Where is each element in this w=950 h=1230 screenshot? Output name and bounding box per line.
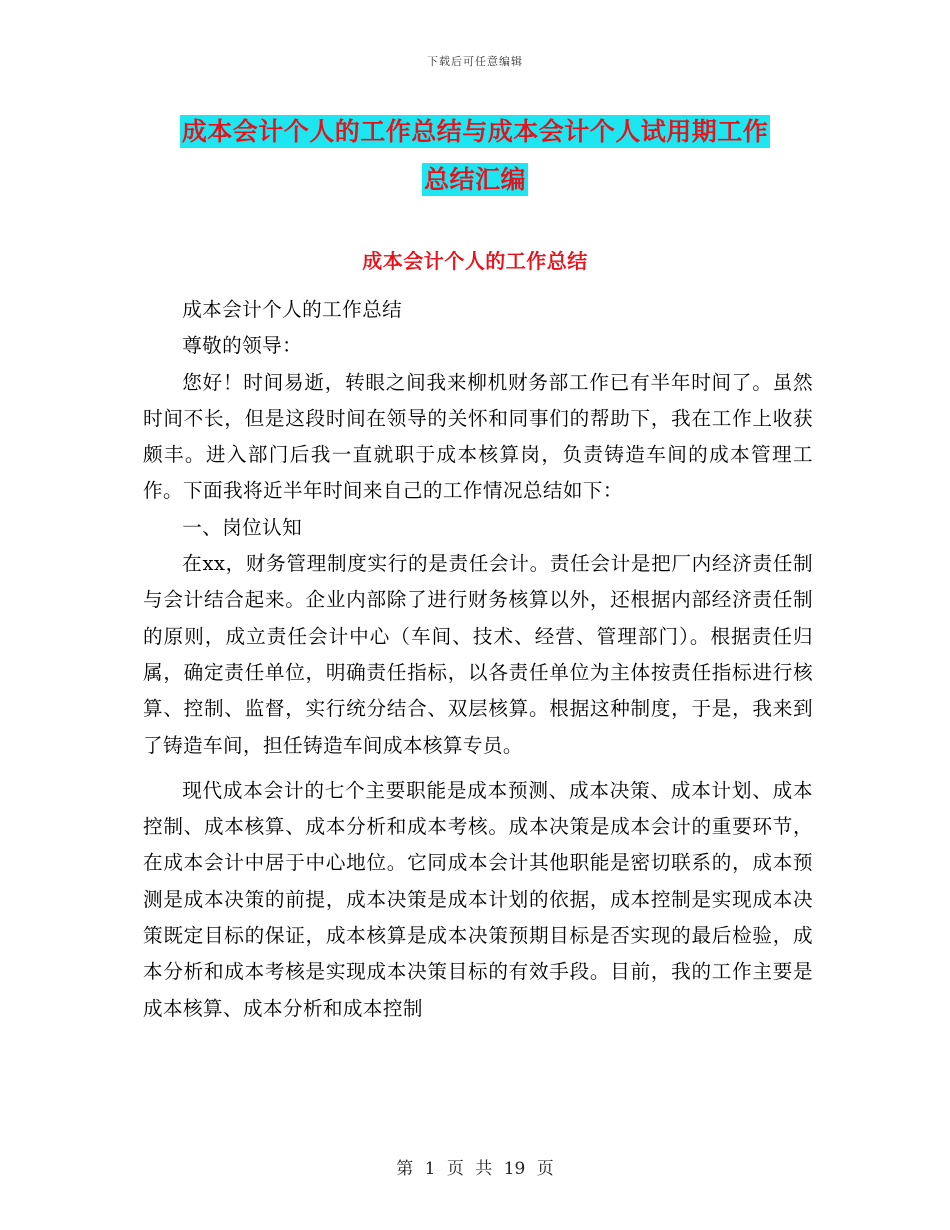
paragraph-intro: 您好！时间易逝，转眼之间我来柳机财务部工作已有半年时间了。虽然时间不长，但是这段时间在领导的关怀和同事们的帮助下，我在工作上收获颇丰。进入部门后我一直就职于成本核算岗，负责铸造车间的成本管理工作。下面我将近半年时间来自己的工作情况总结如下：	[143, 370, 813, 503]
paragraph-heading-role: 一、岗位认知	[182, 515, 303, 539]
document-title-line-2: 总结汇编	[423, 165, 526, 194]
page-footer: 第 1 页 共 19 页	[396, 1159, 554, 1179]
paragraph-salutation: 尊敬的领导：	[182, 334, 303, 358]
body-text	[143, 292, 813, 1027]
document-title	[150, 108, 800, 204]
section-title: 成本会计个人的工作总结	[362, 249, 588, 273]
header-note: 下载后可任意编辑	[427, 55, 523, 68]
paragraph-subtitle: 成本会计个人的工作总结	[182, 298, 403, 321]
paragraph-cost-functions: 现代成本会计的七个主要职能是成本预测、成本决策、成本计划、成本控制、成本核算、成本分析和成本考核。成本决策是成本会计的重要环节，在成本会计中居于中心地位。它同成本会计其他职能是密切联系的，成本预测是成本决策的前提，成本决策是成本计划的依据，成本控制是实现成本决策既定目标的保证，成本核算是成本决策预期目标是否实现的最后检验，成本分析和成本考核是实现成本决策目标的有效手段。目前，我的工作主要是成本核算、成本分析和成本控制	[143, 778, 813, 1020]
paragraph-responsibility-accounting: 在xx，财务管理制度实行的是责任会计。责任会计是把厂内经济责任制与会计结合起来。企业内部除了进行财务核算以外，还根据内部经济责任制的原则，成立责任会计中心（车间、技术、经营、管理部门）。根据责任归属，确定责任单位，明确责任指标，以各责任单位为主体按责任指标进行核算、控制、监督，实行统分结合、双层核算。根据这种制度，于是，我来到了铸造车间，担任铸造车间成本核算专员。	[143, 552, 813, 757]
document-title-line-1: 成本会计个人的工作总结与成本会计个人试用期工作	[181, 117, 769, 146]
